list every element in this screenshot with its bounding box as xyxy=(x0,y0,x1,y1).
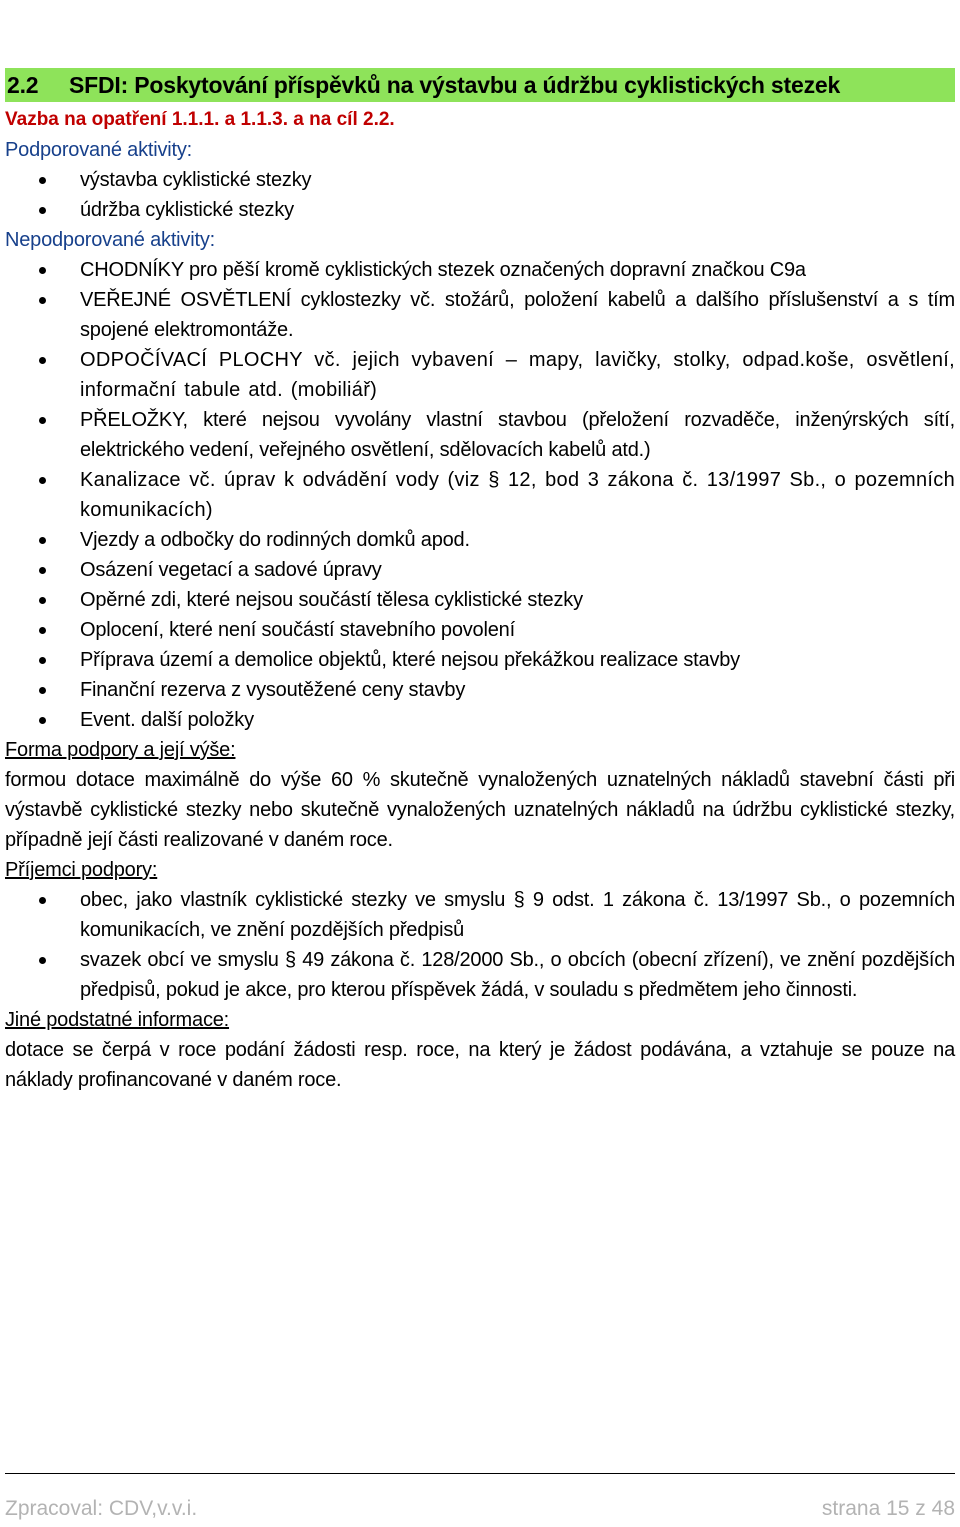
supported-list xyxy=(5,165,955,225)
section-title: SFDI: Poskytování příspěvků na výstavbu a údržbu cyklistických stezek xyxy=(69,72,841,98)
list-item: Osázení vegetací a sadové úpravy xyxy=(5,555,955,585)
recipients-label: Příjemci podpory: xyxy=(5,859,158,881)
reference-line: Vazba na opatření 1.1.1. a 1.1.3. a na cíl 2.2. xyxy=(5,109,395,130)
list-item: VEŘEJNÉ OSVĚTLENÍ cyklostezky vč. stožárů, položení kabelů a dalšího příslušenství a s tím spojené elektromontáže. xyxy=(5,285,955,345)
other-info-label: Jiné podstatné informace: xyxy=(5,1009,230,1031)
footer-author: Zpracoval: CDV,v.v.i. xyxy=(5,1497,198,1520)
list-item: Event. další položky xyxy=(5,705,955,735)
list-item: Oplocení, které není součástí stavebního povolení xyxy=(5,615,955,645)
list-item: Vjezdy a odbočky do rodinných domků apod. xyxy=(5,525,955,555)
document-body xyxy=(5,68,955,1095)
recipients-list xyxy=(5,885,955,1005)
unsupported-list xyxy=(5,255,955,735)
list-item: výstavba cyklistické stezky xyxy=(5,165,955,195)
supported-label: Podporované aktivity: xyxy=(5,139,193,161)
page-footer xyxy=(5,1497,955,1521)
other-info-text: dotace se čerpá v roce podání žádosti resp. roce, na který je žádost podávána, a vztahuje se pouze na náklady profinancované v daném roce. xyxy=(5,1039,955,1091)
list-item: Finanční rezerva z vysoutěžené ceny stavby xyxy=(5,675,955,705)
support-form-label: Forma podpory a její výše: xyxy=(5,739,236,761)
unsupported-label: Nepodporované aktivity: xyxy=(5,229,215,251)
list-item: Příprava území a demolice objektů, které nejsou překážkou realizace stavby xyxy=(5,645,955,675)
page-number: strana 15 z 48 xyxy=(821,1497,955,1520)
list-item: Opěrné zdi, které nejsou součástí tělesa cyklistické stezky xyxy=(5,585,955,615)
section-number: 2.2 xyxy=(7,72,39,98)
list-item: PŘELOŽKY, které nejsou vyvolány vlastní stavbou (přeložení rozvaděče, inženýrských sítí, elektrického vedení, veřejného osvětlení, sdělovacích kabelů atd.) xyxy=(5,405,955,465)
list-item: Kanalizace vč. úprav k odvádění vody (viz § 12, bod 3 zákona č. 13/1997 Sb., o pozemních komunikacích) xyxy=(5,465,955,525)
list-item: svazek obcí ve smyslu § 49 zákona č. 128/2000 Sb., o obcích (obecní zřízení), ve znění pozdějších předpisů, pokud je akce, pro kterou příspěvek žádá, v souladu s předmětem jeho činnosti. xyxy=(5,945,955,1005)
list-item: ODPOČÍVACÍ PLOCHY vč. jejich vybavení – mapy, lavičky, stolky, odpad.koše, osvětlení, informační tabule atd. (mobiliář) xyxy=(5,345,955,405)
list-item: údržba cyklistické stezky xyxy=(5,195,955,225)
list-item: obec, jako vlastník cyklistické stezky ve smyslu § 9 odst. 1 zákona č. 13/1997 Sb., o pozemních komunikacích, ve znění pozdějších předpisů xyxy=(5,885,955,945)
section-heading xyxy=(5,68,955,102)
support-form-text: formou dotace maximálně do výše 60 % skutečně vynaložených uznatelných nákladů stavební části při výstavbě cyklistické stezky nebo skutečně vynaložených uznatelných nákladů na údržbu cyklistické stezky, případně její části realizované v daném roce. xyxy=(5,769,955,851)
list-item: CHODNÍKY pro pěší kromě cyklistických stezek označených dopravní značkou C9a xyxy=(5,255,955,285)
footer-divider xyxy=(5,1473,955,1474)
